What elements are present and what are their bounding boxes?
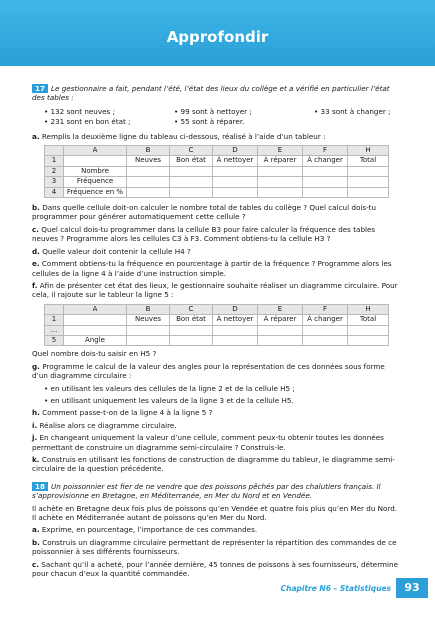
question-c: c. Quel calcul dois-tu programmer dans la cellule B3 pour faire calculer la fréquence des tables neuves ? Programme alors les cellules C3 à F3. Comment obtiens-tu la cellule H3 ? [32,224,376,244]
page-number: 93 [396,578,428,598]
spreadsheet-table-1: A B C D E F H 1 Neuves Bon état À nettoyer À réparer À changer Total 2 Nombre 3 Fréquence 4 Fréquence en % [44,145,389,198]
table-row: 1 Neuves Bon état À nettoyer À réparer À changer Total [45,315,389,325]
ex17-bullets [44,107,400,127]
question-e: e. Comment obtiens-tu la fréquence en pourcentage à partir de la fréquence ? Programme alors les cellules de la ligne 4 à l’aide d’une instruction simple. [32,259,392,278]
header-banner [0,0,435,66]
chapter-footer: Chapitre N6 – Statistiques [280,584,391,593]
content [32,84,400,578]
ex18-paragraph: Il achète en Bretagne deux fois plus de poissons qu’en Vendée et quatre fois plus qu’en Mer du Nord. [32,503,398,513]
list-item: • 33 sont à changer ; [314,107,414,116]
page-title: Approfondir [166,28,269,46]
list-item: • 231 sont en bon état ; [44,117,174,126]
question-f-followup: Quel nombre dois-tu saisir en H5 ? [32,349,157,359]
list-item: • 99 sont à nettoyer ; [174,107,314,116]
question-a: a. Remplis la deuxième ligne du tableau ci-dessous, réalisé à l’aide d’un tableur : [32,131,326,141]
table-row: 2 Nombre [45,166,389,176]
ex18-question-b: b. Construis un diagramme circulaire permettant de représenter la répartition des commandes de ce poissonnier à ses différents fournisseurs. [32,537,397,557]
g-bullets [44,384,400,406]
question-k: k. Construis en utilisant les fonctions de construction de diagramme du tableur, le diagramme semi-circulaire de la question précédente. [32,455,395,474]
ex18-intro: 18 Un poissonnier est fier de ne vendre que des poissons pêchés par des chalutiers français. Il s’approvisionne en Bretagne, en Méditerranée, en Mer du Nord et en Vendée. [32,481,381,501]
question-j: j. En changeant uniquement la valeur d’une cellule, comment peux-tu obtenir toutes les données permettant de construire un diagramme semi-circulaire ? Construis-le. [32,433,384,452]
question-f: f. Afin de présenter cet état des lieux, le gestionnaire souhaite réaliser un diagramme circulaire. Pour cela, il rajoute sur le tableur la ligne 5 : [32,280,398,300]
exercise-number: 17 [32,84,48,93]
spreadsheet-table-2: A B C D E F H 1 Neuves Bon état À nettoyer À réparer À changer Total ... 5 Angle [44,304,389,347]
ex18-question-a: a. Exprime, en pourcentage, l’importance de ces commandes. [32,525,258,535]
list-item: • 132 sont neuves ; [44,107,174,116]
list-item: • en utilisant les valeurs des cellules de la ligne 2 et de la cellule H5 ; [44,384,400,393]
question-g: g. Programme le calcul de la valeur des angles pour la représentation de ces données sous forme d’un diagramme circulaire : [32,361,385,381]
table-row: ... [45,325,389,335]
question-i: i. Réalise alors ce diagramme circulaire. [32,420,177,430]
table-row: 3 Fréquence [45,177,389,187]
list-item: • 55 sont à réparer. [174,117,314,126]
ex18-question-c: c. Sachant qu’il a acheté, pour l’année dernière, 45 tonnes de poissons à ses fournisseurs, détermine pour chacun d’eux la quantité commandée. [32,559,399,579]
question-b: b. Dans quelle cellule doit-on calculer le nombre total de tables du collège ? Quel calcul dois-tu programmer pour générer automatiquement cette cellule ? [32,203,377,222]
question-h: h. Comment passe-t-on de la ligne 4 à la ligne 5 ? [32,408,213,418]
table-row: 4 Fréquence en % [45,187,389,197]
ex17-intro: 17 Le gestionnaire a fait, pendant l’été, l’état des lieux du collège et a vérifié en particulier l’état des tables : [32,84,390,103]
question-d: d. Quelle valeur doit contenir la cellule H4 ? [32,246,191,256]
table-row: 1 Neuves Bon état À nettoyer À réparer À changer Total [45,156,389,166]
exercise-number: 18 [32,482,48,491]
ex18-paragraph: Il achète en Méditerranée autant de poissons qu’en Mer du Nord. [32,513,267,523]
table-row: 5 Angle [45,335,389,345]
list-item: • en utilisant uniquement les valeurs de la ligne 3 et de la cellule H5. [44,396,400,405]
